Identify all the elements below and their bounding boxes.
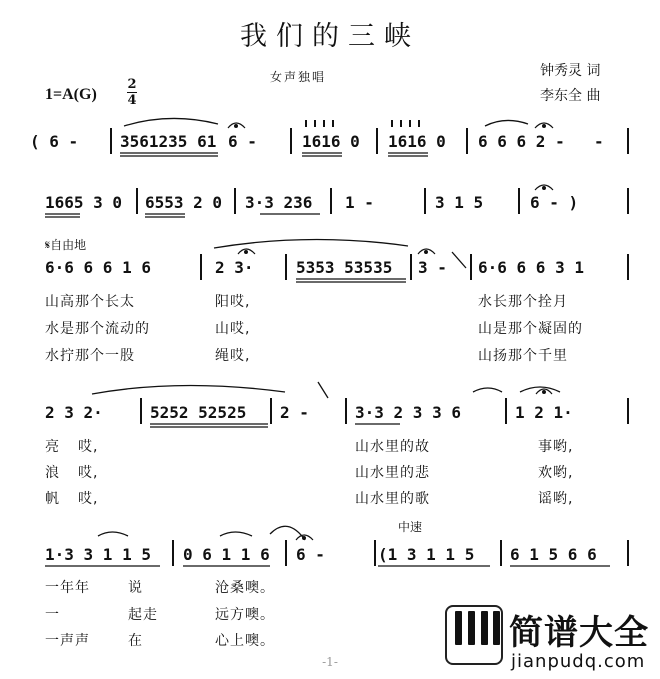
meter-top: 2 (127, 77, 137, 92)
song-title: 我们的三峡 (240, 21, 420, 52)
tempo-mark: 中速 (398, 520, 423, 534)
lyric-line: 山水里的故 (355, 439, 430, 455)
lyric-line: 山水里的歌 (355, 491, 430, 507)
lyric-line: 沧桑噢。 (215, 580, 275, 596)
lyric-line: 水拧那个一股 (45, 348, 135, 364)
composer-credit: 李东全 曲 (540, 88, 601, 104)
lyric-line: 水是那个流动的 (45, 321, 150, 337)
lyric-line: 水长那个拴月 (478, 294, 568, 310)
lyric-line: 哎, (78, 465, 99, 481)
measure: 2 - (280, 403, 309, 422)
measure: 2 3 2· (45, 403, 103, 422)
piano-keys-icon (445, 605, 503, 665)
site-logo (445, 605, 660, 679)
lyric-line: 绳哎, (215, 348, 251, 364)
measure: 3 - (418, 258, 447, 277)
meter-bottom: 4 (127, 93, 137, 108)
lyric-line: 山哎, (215, 321, 251, 337)
lyric-line: 阳哎, (215, 294, 251, 310)
logo-url: jianpudq.com (511, 651, 646, 672)
measure: 1·3 3 1 1 5 (45, 545, 151, 564)
measure: 3·3 236 (245, 193, 313, 212)
lyric-line: 远方噢。 (215, 607, 275, 623)
lyric-line: 浪 (45, 465, 60, 481)
measure: 6 6 6 2 - (478, 132, 565, 151)
measure: - (594, 132, 604, 151)
measure: 1 2 1· (515, 403, 573, 422)
lyric-line: 一声声 (45, 633, 90, 649)
measure: 5252 52525 (150, 403, 247, 422)
lyric-line: 起走 (128, 607, 158, 623)
measure: 3·3 2 3 3 6 (355, 403, 461, 422)
lyric-line: 山高那个长太 (45, 294, 135, 310)
lyric-line: 心上噢。 (215, 633, 275, 649)
measure: (1 3 1 1 5 (378, 545, 475, 564)
measure: 6 - ) (530, 193, 579, 212)
lyric-line: 欢哟, (538, 465, 574, 481)
singer-note: 女声独唱 (270, 70, 327, 84)
segno-mark: 𝄋自由地 (45, 238, 87, 252)
lyric-line: 一 (45, 607, 60, 623)
measure: 1 - (345, 193, 374, 212)
measure: 1616 0 (388, 132, 446, 151)
logo-name: 简谱大全 (509, 613, 649, 653)
lyric-line: 事哟, (538, 439, 574, 455)
lyric-line: 山水里的悲 (355, 465, 430, 481)
key-signature: 1=A(G) (45, 86, 97, 103)
lyric-line: 帆 (45, 491, 60, 507)
lyric-line: 说 (128, 580, 143, 596)
measure: 0 6 1 1 6 (183, 545, 270, 564)
lyric-line: 一年年 (45, 580, 90, 596)
measure: 1616 0 (302, 132, 360, 151)
page-number: -1- (322, 655, 338, 669)
lyric-line: 在 (128, 633, 143, 649)
measure: 6·6 6 6 3 1 (478, 258, 584, 277)
measure: 5353 53535 (296, 258, 393, 277)
lyric-line: 山扬那个千里 (478, 348, 568, 364)
lyric-line: 哎, (78, 439, 99, 455)
measure: 6·6 6 6 1 6 (45, 258, 151, 277)
measure: ( 6 - (30, 132, 79, 151)
lyric-line: 山是那个凝固的 (478, 321, 583, 337)
lyric-line: 哎, (78, 491, 99, 507)
lyricist-credit: 钟秀灵 词 (540, 63, 601, 79)
measure: 6553 2 0 (145, 193, 223, 212)
measure: 3 1 5 (435, 193, 484, 212)
measure: 2 3· (215, 258, 254, 277)
measure: 3561235 61 (120, 132, 217, 151)
measure: 6 - (296, 545, 325, 564)
measure: 1665 3 0 (45, 193, 123, 212)
measure: 6 1 5 6 6 (510, 545, 597, 564)
measure: 6 - (228, 132, 257, 151)
lyric-line: 亮 (45, 439, 60, 455)
lyric-line: 谣哟, (538, 491, 574, 507)
